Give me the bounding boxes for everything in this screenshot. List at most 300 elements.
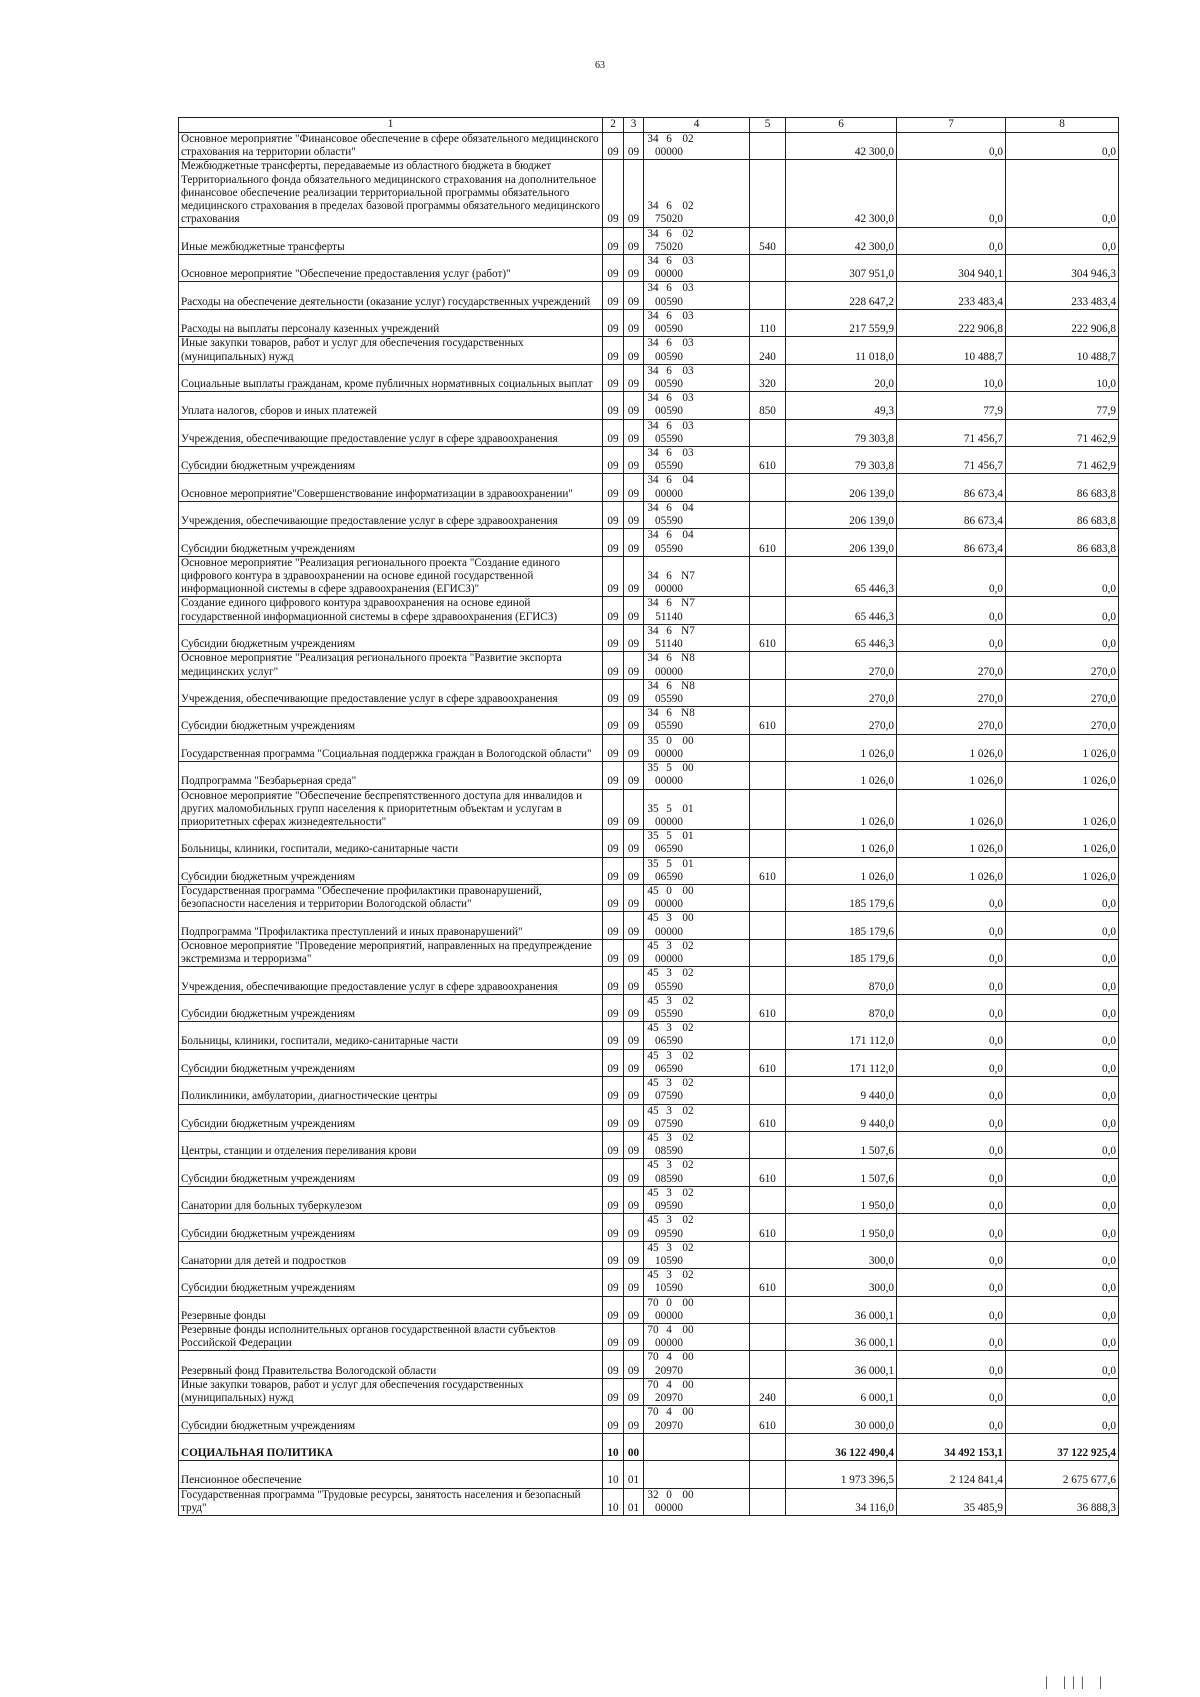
table-row (179, 994, 1119, 1021)
code-target (644, 1214, 750, 1241)
code-part: 02 (682, 200, 694, 213)
amount-year-1: 36 000,1 (786, 1296, 897, 1323)
amount-year-2: 86 673,4 (897, 501, 1006, 528)
table-row (179, 337, 1119, 364)
amount-year-2: 0,0 (897, 1406, 1006, 1433)
code-part: 6 (666, 419, 672, 432)
code-section: 09 (603, 474, 624, 501)
code-part: 34 (647, 570, 659, 582)
code-part: 70 (647, 1324, 659, 1337)
table-row (179, 1022, 1119, 1049)
code-part: 03 (682, 364, 694, 377)
amount-year-3: 0,0 (1006, 967, 1119, 994)
code-expense-type: 320 (750, 364, 786, 391)
row-name: Субсидии бюджетным учреждениям (179, 857, 603, 884)
amount-year-2: 0,0 (897, 624, 1006, 651)
code-subsection: 09 (624, 364, 644, 391)
amount-year-2: 233 483,4 (897, 282, 1006, 309)
code-section: 09 (603, 762, 624, 789)
amount-year-3: 270,0 (1006, 652, 1119, 679)
code-expense-type: 610 (750, 624, 786, 651)
amount-year-2: 304 940,1 (897, 254, 1006, 281)
amount-year-1: 270,0 (786, 652, 897, 679)
code-expense-type: 610 (750, 707, 786, 734)
amount-year-1: 65 446,3 (786, 624, 897, 651)
page-number: 63 (595, 60, 605, 71)
code-expense-type: 610 (750, 1214, 786, 1241)
budget-table (178, 117, 1119, 1516)
code-part: 00 (682, 1378, 694, 1391)
amount-year-3: 233 483,4 (1006, 282, 1119, 309)
row-name: Субсидии бюджетным учреждениям (179, 1406, 603, 1433)
table-row (179, 556, 1119, 597)
code-part: 02 (682, 1214, 694, 1227)
code-section: 09 (603, 337, 624, 364)
row-name: Социальные выплаты гражданам, кроме публичных нормативных социальных выплат (179, 364, 603, 391)
code-section: 09 (603, 1351, 624, 1378)
row-name: Государственная программа "Социальная поддержка граждан в Вологодской области" (179, 734, 603, 761)
amount-year-2: 0,0 (897, 556, 1006, 597)
amount-year-2: 0,0 (897, 1241, 1006, 1268)
code-part: 4 (666, 1378, 672, 1391)
table-row (179, 501, 1119, 528)
code-part: 20970 (655, 1364, 683, 1377)
amount-year-3: 0,0 (1006, 160, 1119, 227)
row-name: Субсидии бюджетным учреждениям (179, 529, 603, 556)
row-name: Основное мероприятие "Обеспечение предоставления услуг (работ)" (179, 254, 603, 281)
code-part: 3 (666, 1159, 672, 1172)
amount-year-1: 270,0 (786, 707, 897, 734)
header-cell: 7 (897, 118, 1006, 133)
code-part: 02 (682, 1049, 694, 1062)
amount-year-2: 1 026,0 (897, 762, 1006, 789)
code-subsection: 09 (624, 1324, 644, 1351)
code-part: 45 (647, 1159, 659, 1172)
code-subsection: 09 (624, 254, 644, 281)
code-part: 00 (682, 1296, 694, 1309)
row-name: Субсидии бюджетным учреждениям (179, 994, 603, 1021)
code-part: 00 (682, 912, 694, 925)
code-expense-type (750, 1296, 786, 1323)
code-part: 3 (666, 939, 672, 952)
amount-year-1: 870,0 (786, 994, 897, 1021)
table-row (179, 133, 1119, 160)
code-part: 01 (682, 857, 694, 870)
code-target (644, 227, 750, 254)
scan-marks: | ||| | (1045, 1675, 1109, 1690)
amount-year-1: 206 139,0 (786, 474, 897, 501)
amount-year-1: 42 300,0 (786, 160, 897, 227)
code-part: N7 (681, 624, 695, 637)
code-subsection: 00 (624, 1433, 644, 1460)
table-row (179, 830, 1119, 857)
row-name: Основное мероприятие "Реализация регионального проекта "Развитие экспорта медицинских услуг" (179, 652, 603, 679)
code-part: 05590 (655, 980, 683, 993)
code-expense-type (750, 762, 786, 789)
table-row (179, 679, 1119, 706)
code-part: 34 (647, 474, 659, 487)
code-section: 09 (603, 789, 624, 830)
row-name: Государственная программа "Обеспечение профилактики правонарушений, безопасности населения и территории Вологодской области" (179, 885, 603, 912)
code-part: 00000 (655, 953, 683, 966)
code-part: 34 (647, 419, 659, 432)
row-name: Резервный фонд Правительства Вологодской области (179, 1351, 603, 1378)
code-part: 34 (647, 597, 659, 610)
amount-year-1: 171 112,0 (786, 1049, 897, 1076)
table-row (179, 1296, 1119, 1323)
code-part: 4 (666, 1324, 672, 1337)
row-name: Субсидии бюджетным учреждениям (179, 447, 603, 474)
code-part: 0 (666, 734, 672, 747)
table-row (179, 474, 1119, 501)
code-section: 09 (603, 967, 624, 994)
code-part: 03 (682, 309, 694, 322)
code-expense-type: 610 (750, 857, 786, 884)
code-section: 09 (603, 1159, 624, 1186)
amount-year-1: 36 122 490,4 (786, 1433, 897, 1460)
amount-year-2: 0,0 (897, 160, 1006, 227)
code-part: 6 (666, 707, 672, 720)
code-subsection: 09 (624, 1296, 644, 1323)
code-part: 34 (647, 364, 659, 377)
code-part: 0 (666, 885, 672, 898)
amount-year-2: 0,0 (897, 1351, 1006, 1378)
table-row (179, 707, 1119, 734)
code-part: 34 (647, 529, 659, 542)
amount-year-3: 1 026,0 (1006, 830, 1119, 857)
code-target (644, 734, 750, 761)
header-cell: 3 (624, 118, 644, 133)
code-section: 09 (603, 1049, 624, 1076)
code-part: 34 (647, 652, 659, 665)
row-name: Учреждения, обеспечивающие предоставление услуг в сфере здравоохранения (179, 679, 603, 706)
code-part: 45 (647, 994, 659, 1007)
row-name: Подпрограмма "Профилактика преступлений и иных правонарушений" (179, 912, 603, 939)
amount-year-1: 870,0 (786, 967, 897, 994)
code-subsection: 09 (624, 1186, 644, 1213)
code-subsection: 09 (624, 597, 644, 624)
row-name: Санатории для детей и подростков (179, 1241, 603, 1268)
code-part: 00590 (655, 295, 683, 308)
code-section: 09 (603, 857, 624, 884)
code-section: 09 (603, 707, 624, 734)
row-name: Поликлиники, амбулатории, диагностические центры (179, 1077, 603, 1104)
code-part: 00 (682, 1488, 694, 1501)
code-part: N7 (681, 570, 695, 582)
code-part: 00000 (655, 1337, 683, 1350)
code-target (644, 474, 750, 501)
code-target (644, 1049, 750, 1076)
code-section: 09 (603, 1296, 624, 1323)
code-target (644, 419, 750, 446)
code-part: 34 (647, 707, 659, 720)
amount-year-2: 1 026,0 (897, 734, 1006, 761)
table-row (179, 1049, 1119, 1076)
amount-year-2: 0,0 (897, 227, 1006, 254)
code-part: 45 (647, 1077, 659, 1090)
amount-year-3: 270,0 (1006, 679, 1119, 706)
code-expense-type (750, 652, 786, 679)
code-subsection: 09 (624, 624, 644, 651)
amount-year-2: 10 488,7 (897, 337, 1006, 364)
code-part: 6 (666, 309, 672, 322)
code-part: 00000 (655, 1501, 683, 1514)
code-part: 3 (666, 1049, 672, 1062)
code-target (644, 1159, 750, 1186)
code-part: 04 (682, 501, 694, 514)
code-subsection: 09 (624, 419, 644, 446)
amount-year-3: 0,0 (1006, 885, 1119, 912)
code-part: N7 (681, 597, 695, 610)
row-name: Создание единого цифрового контура здравоохранения на основе единой государственной информационной системы в сфере здравоохранения (ЕГИСЗ) (179, 597, 603, 624)
code-part: 70 (647, 1406, 659, 1419)
code-part: 05590 (655, 432, 683, 445)
code-part: 00 (682, 762, 694, 775)
table-row (179, 597, 1119, 624)
header-cell: 4 (644, 118, 750, 133)
code-part: 3 (666, 912, 672, 925)
code-part: 08590 (655, 1172, 683, 1185)
amount-year-1: 9 440,0 (786, 1104, 897, 1131)
code-section: 09 (603, 364, 624, 391)
table-row (179, 1324, 1119, 1351)
code-subsection: 09 (624, 1131, 644, 1158)
amount-year-2: 0,0 (897, 1131, 1006, 1158)
code-target (644, 707, 750, 734)
code-expense-type: 610 (750, 447, 786, 474)
code-target (644, 1406, 750, 1433)
row-name: Расходы на выплаты персоналу казенных учреждений (179, 309, 603, 336)
code-part: 34 (647, 679, 659, 692)
amount-year-3: 86 683,8 (1006, 501, 1119, 528)
code-subsection: 09 (624, 679, 644, 706)
amount-year-2: 0,0 (897, 1186, 1006, 1213)
amount-year-3: 0,0 (1006, 133, 1119, 160)
amount-year-2: 0,0 (897, 885, 1006, 912)
amount-year-1: 171 112,0 (786, 1022, 897, 1049)
code-part: 02 (682, 227, 694, 240)
code-part: 4 (666, 1406, 672, 1419)
table-row (179, 912, 1119, 939)
amount-year-2: 0,0 (897, 1077, 1006, 1104)
amount-year-1: 11 018,0 (786, 337, 897, 364)
amount-year-2: 270,0 (897, 707, 1006, 734)
row-name: Санатории для больных туберкулезом (179, 1186, 603, 1213)
code-part: 3 (666, 1241, 672, 1254)
code-target (644, 529, 750, 556)
amount-year-3: 1 026,0 (1006, 762, 1119, 789)
amount-year-3: 0,0 (1006, 1214, 1119, 1241)
code-subsection: 09 (624, 1022, 644, 1049)
code-expense-type (750, 1241, 786, 1268)
code-part: 45 (647, 1022, 659, 1035)
code-part: 00000 (655, 268, 683, 281)
code-part: 45 (647, 1241, 659, 1254)
code-part: 6 (666, 652, 672, 665)
amount-year-3: 0,0 (1006, 227, 1119, 254)
code-part: 34 (647, 227, 659, 240)
amount-year-2: 0,0 (897, 133, 1006, 160)
code-part: 6 (666, 337, 672, 350)
code-part: 20970 (655, 1392, 683, 1405)
code-section: 09 (603, 1406, 624, 1433)
code-subsection: 01 (624, 1461, 644, 1488)
code-target (644, 1241, 750, 1268)
code-subsection: 09 (624, 734, 644, 761)
code-part: 6 (666, 529, 672, 542)
code-part: 02 (682, 1269, 694, 1282)
code-subsection: 09 (624, 160, 644, 227)
code-part: 34 (647, 392, 659, 405)
amount-year-3: 36 888,3 (1006, 1488, 1119, 1515)
code-target (644, 762, 750, 789)
code-part: N8 (681, 707, 695, 720)
row-name: Пенсионное обеспечение (179, 1461, 603, 1488)
code-section: 09 (603, 529, 624, 556)
code-subsection: 09 (624, 762, 644, 789)
code-part: 10590 (655, 1282, 683, 1295)
amount-year-3: 0,0 (1006, 556, 1119, 597)
code-part: 03 (682, 419, 694, 432)
code-expense-type (750, 556, 786, 597)
amount-year-2: 222 906,8 (897, 309, 1006, 336)
code-expense-type (750, 830, 786, 857)
code-part: 45 (647, 1131, 659, 1144)
code-subsection: 09 (624, 227, 644, 254)
code-expense-type (750, 133, 786, 160)
code-subsection: 09 (624, 1406, 644, 1433)
amount-year-2: 0,0 (897, 939, 1006, 966)
amount-year-1: 228 647,2 (786, 282, 897, 309)
row-name: Государственная программа "Трудовые ресурсы, занятость населения и безопасный труд" (179, 1488, 603, 1515)
code-section: 09 (603, 227, 624, 254)
amount-year-1: 30 000,0 (786, 1406, 897, 1433)
code-subsection: 09 (624, 707, 644, 734)
code-part: 45 (647, 1186, 659, 1199)
code-part: 07590 (655, 1090, 683, 1103)
amount-year-1: 1 507,6 (786, 1131, 897, 1158)
code-section: 09 (603, 1378, 624, 1405)
code-part: 02 (682, 1131, 694, 1144)
code-expense-type (750, 282, 786, 309)
code-expense-type: 240 (750, 1378, 786, 1405)
table-row (179, 967, 1119, 994)
code-section: 09 (603, 1214, 624, 1241)
code-subsection: 09 (624, 1049, 644, 1076)
amount-year-1: 79 303,8 (786, 447, 897, 474)
row-name: СОЦИАЛЬНАЯ ПОЛИТИКА (179, 1433, 603, 1460)
table-row (179, 1241, 1119, 1268)
code-subsection: 09 (624, 447, 644, 474)
code-part: 0 (666, 1296, 672, 1309)
code-part: 75020 (655, 240, 683, 253)
row-name: Учреждения, обеспечивающие предоставление услуг в сфере здравоохранения (179, 419, 603, 446)
amount-year-3: 0,0 (1006, 1269, 1119, 1296)
code-expense-type: 610 (750, 529, 786, 556)
code-part: 09590 (655, 1227, 683, 1240)
code-section: 09 (603, 556, 624, 597)
code-target (644, 1022, 750, 1049)
code-part: 00 (682, 734, 694, 747)
header-cell: 5 (750, 118, 786, 133)
code-part: 04 (682, 529, 694, 542)
code-part: 6 (666, 254, 672, 267)
table-row (179, 1378, 1119, 1405)
code-subsection: 09 (624, 309, 644, 336)
code-part: 00 (682, 1324, 694, 1337)
code-part: 5 (666, 802, 672, 815)
code-part: 03 (682, 282, 694, 295)
amount-year-3: 86 683,8 (1006, 474, 1119, 501)
code-part: 35 (647, 802, 659, 815)
code-target (644, 160, 750, 227)
code-target (644, 679, 750, 706)
amount-year-1: 217 559,9 (786, 309, 897, 336)
row-name: Межбюджетные трансферты, передаваемые из областного бюджета в бюджет Территориального фонда обязательного медицинского страхования на дополнительное финансовое обеспечение реализации территориальной программы обязательного медицинского страхования в пределах базовой программы обязательного медицинского страхования (179, 160, 603, 227)
code-target (644, 501, 750, 528)
code-part: 5 (666, 857, 672, 870)
code-target (644, 994, 750, 1021)
amount-year-3: 270,0 (1006, 707, 1119, 734)
code-expense-type (750, 1131, 786, 1158)
amount-year-2: 0,0 (897, 1269, 1006, 1296)
code-expense-type: 110 (750, 309, 786, 336)
code-part: 3 (666, 1022, 672, 1035)
row-name: Субсидии бюджетным учреждениям (179, 707, 603, 734)
code-expense-type (750, 734, 786, 761)
code-part: 02 (682, 1241, 694, 1254)
code-expense-type: 610 (750, 994, 786, 1021)
amount-year-1: 42 300,0 (786, 227, 897, 254)
amount-year-1: 42 300,0 (786, 133, 897, 160)
table-row (179, 1351, 1119, 1378)
code-part: 6 (666, 200, 672, 213)
amount-year-1: 307 951,0 (786, 254, 897, 281)
code-subsection: 09 (624, 1378, 644, 1405)
code-target (644, 447, 750, 474)
code-part: 3 (666, 1104, 672, 1117)
code-target (644, 885, 750, 912)
code-expense-type (750, 474, 786, 501)
code-part: 03 (682, 337, 694, 350)
code-subsection: 09 (624, 392, 644, 419)
code-part: 6 (666, 501, 672, 514)
table-row (179, 1406, 1119, 1433)
table-row (179, 1077, 1119, 1104)
row-name: Субсидии бюджетным учреждениям (179, 624, 603, 651)
amount-year-1: 9 440,0 (786, 1077, 897, 1104)
code-subsection: 09 (624, 857, 644, 884)
code-part: 3 (666, 994, 672, 1007)
code-part: 10590 (655, 1254, 683, 1267)
row-name: Основное мероприятие "Финансовое обеспечение в сфере обязательного медицинского страхования на территории области" (179, 133, 603, 160)
code-section: 10 (603, 1433, 624, 1460)
code-subsection: 09 (624, 529, 644, 556)
amount-year-3: 0,0 (1006, 1049, 1119, 1076)
amount-year-3: 0,0 (1006, 912, 1119, 939)
code-part: 02 (682, 1159, 694, 1172)
amount-year-3: 0,0 (1006, 939, 1119, 966)
code-section: 09 (603, 597, 624, 624)
table-row (179, 624, 1119, 651)
amount-year-3: 0,0 (1006, 994, 1119, 1021)
code-target (644, 1269, 750, 1296)
amount-year-2: 0,0 (897, 1324, 1006, 1351)
code-expense-type: 610 (750, 1159, 786, 1186)
code-part: 02 (682, 133, 694, 145)
code-subsection: 09 (624, 133, 644, 160)
code-expense-type (750, 254, 786, 281)
